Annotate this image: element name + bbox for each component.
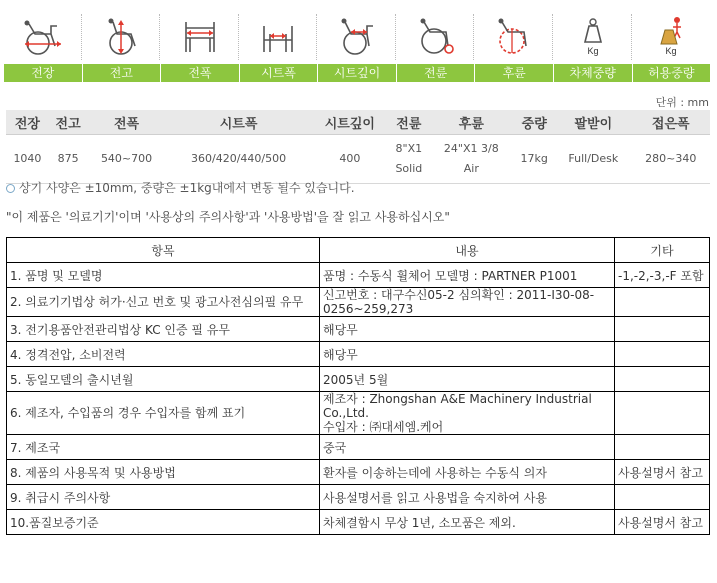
icon-label-seat-depth: 시트깊이: [318, 64, 396, 82]
spec-header: 접은폭: [632, 110, 710, 135]
tolerance-note-text: 상기 사양은 ±10mm, 중량은 ±1kg내에서 변동 될수 있습니다.: [19, 181, 355, 195]
info-item: 6. 제조자, 수입품의 경우 수입자를 함께 표기: [7, 392, 320, 435]
icon-label-body-weight: 차체중량: [554, 64, 632, 82]
weight-kg-icon: [571, 16, 615, 56]
icon-label-rear-wheel: 후륜: [475, 64, 553, 82]
icon-label-length: 전장: [4, 64, 82, 82]
kg-text: Kg: [587, 46, 599, 56]
dimension-icon-strip: [4, 8, 710, 82]
info-item: 10.품질보증기준: [7, 510, 320, 535]
spec-header: 시트폭: [166, 110, 312, 135]
info-etc: [615, 435, 710, 460]
info-content: 사용설명서를 읽고 사용법을 숙지하여 사용: [320, 485, 615, 510]
wheelchair-height-icon: [99, 16, 143, 56]
table-row: [7, 317, 710, 342]
info-etc: [615, 367, 710, 392]
table-row: [7, 435, 710, 460]
spec-value-row: [6, 135, 710, 184]
icon-label-front-wheel: 전륜: [397, 64, 475, 82]
product-info-table: [6, 237, 710, 535]
spec-header: 전장: [6, 110, 49, 135]
info-content: 환자를 이송하는데에 사용하는 수동식 의자: [320, 460, 615, 485]
wheelchair-width-icon: [178, 16, 222, 56]
info-item: 5. 동일모델의 출시년월: [7, 367, 320, 392]
seat-depth-icon: [335, 16, 379, 56]
spec-header: 시트깊이: [311, 110, 388, 135]
icon-label-width: 전폭: [161, 64, 239, 82]
spec-value: 280~340: [632, 135, 710, 184]
table-row: [7, 392, 710, 435]
icon-label-height: 전고: [83, 64, 161, 82]
spec-value: 540~700: [87, 135, 165, 184]
info-etc: [615, 317, 710, 342]
info-etc: -1,-2,-3,-F 포함: [615, 263, 710, 288]
icon-cell-body-weight: [554, 8, 633, 82]
info-item: 8. 제품의 사용목적 및 사용방법: [7, 460, 320, 485]
info-item: 9. 취급시 주의사항: [7, 485, 320, 510]
info-header-item: 항목: [7, 238, 320, 263]
tolerance-note: [6, 179, 355, 196]
info-content: 해당무: [320, 317, 615, 342]
info-header-row: [7, 238, 710, 263]
spec-value: Full/Desk: [555, 135, 631, 184]
spec-value: 24"X1 3/8 Air: [429, 135, 513, 184]
spec-header: 후륜: [429, 110, 513, 135]
spec-header: 전륜: [388, 110, 429, 135]
spec-value: 400: [311, 135, 388, 184]
spec-value: 8"X1 Solid: [388, 135, 429, 184]
table-row: [7, 288, 710, 317]
info-content: 중국: [320, 435, 615, 460]
icon-cell-front-wheel: [397, 8, 476, 82]
rear-wheel-icon: [492, 16, 536, 56]
spec-value: 875: [49, 135, 87, 184]
info-content: 차체결함시 무상 1년, 소모품은 제외.: [320, 510, 615, 535]
info-content: 품명 : 수동식 휠체어 모델명 : PARTNER P1001: [320, 263, 615, 288]
spec-table: [6, 110, 710, 184]
spec-value: 360/420/440/500: [166, 135, 312, 184]
info-item: 3. 전기용품안전관리법상 KC 인증 필 유무: [7, 317, 320, 342]
spec-header-row: [6, 110, 710, 135]
spec-value: 17kg: [513, 135, 555, 184]
info-content: 신고번호 : 대구수신05-2 심의확인 : 2011-I30-08-0256~259,273: [320, 288, 615, 317]
info-etc: [615, 392, 710, 435]
spec-header: 팔받이: [555, 110, 631, 135]
table-row: [7, 263, 710, 288]
icon-cell-width: [161, 8, 240, 82]
table-row: [7, 510, 710, 535]
medical-device-caution: "이 제품은 '의료기기'이며 '사용상의 주의사항'과 '사용방법'을 잘 읽고 사용하십시오": [6, 210, 450, 224]
info-item: 1. 품명 및 모델명: [7, 263, 320, 288]
info-content: 제조자 : Zhongshan A&E Machinery Industrial Co.,Ltd. 수입자 : ㈜대세엠.케어: [320, 392, 615, 435]
load-kg-icon: [649, 16, 693, 56]
icon-cell-length: [4, 8, 83, 82]
icon-cell-seat-depth: [318, 8, 397, 82]
info-etc: [615, 288, 710, 317]
icon-cell-load-weight: [633, 8, 711, 82]
info-item: 2. 의료기기법상 허가·신고 번호 및 광고사전심의필 유무: [7, 288, 320, 317]
unit-text: 단위 : mm: [655, 96, 709, 109]
info-content: 2005년 5월: [320, 367, 615, 392]
kg-text: Kg: [665, 46, 677, 56]
table-row: [7, 460, 710, 485]
spec-value: 1040: [6, 135, 49, 184]
wheelchair-length-icon: [21, 16, 65, 56]
seat-width-icon: [256, 16, 300, 56]
info-etc: 사용설명서 참고: [615, 510, 710, 535]
icon-cell-seat-width: [240, 8, 319, 82]
info-item: 4. 정격전압, 소비전력: [7, 342, 320, 367]
spec-header: 중량: [513, 110, 555, 135]
icon-label-load-weight: 허용중량: [633, 64, 711, 82]
icon-label-seat-width: 시트폭: [240, 64, 318, 82]
table-row: [7, 367, 710, 392]
front-wheel-icon: [414, 16, 458, 56]
info-etc: 사용설명서 참고: [615, 460, 710, 485]
table-row: [7, 342, 710, 367]
info-item: 7. 제조국: [7, 435, 320, 460]
spec-header: 전고: [49, 110, 87, 135]
info-etc: [615, 485, 710, 510]
spec-header: 전폭: [87, 110, 165, 135]
table-row: [7, 485, 710, 510]
icon-cell-rear-wheel: [475, 8, 554, 82]
bullet-circle-icon: [6, 184, 15, 193]
icon-cell-height: [83, 8, 162, 82]
info-content: 해당무: [320, 342, 615, 367]
info-etc: [615, 342, 710, 367]
info-header-content: 내용: [320, 238, 615, 263]
info-header-etc: 기타: [615, 238, 710, 263]
